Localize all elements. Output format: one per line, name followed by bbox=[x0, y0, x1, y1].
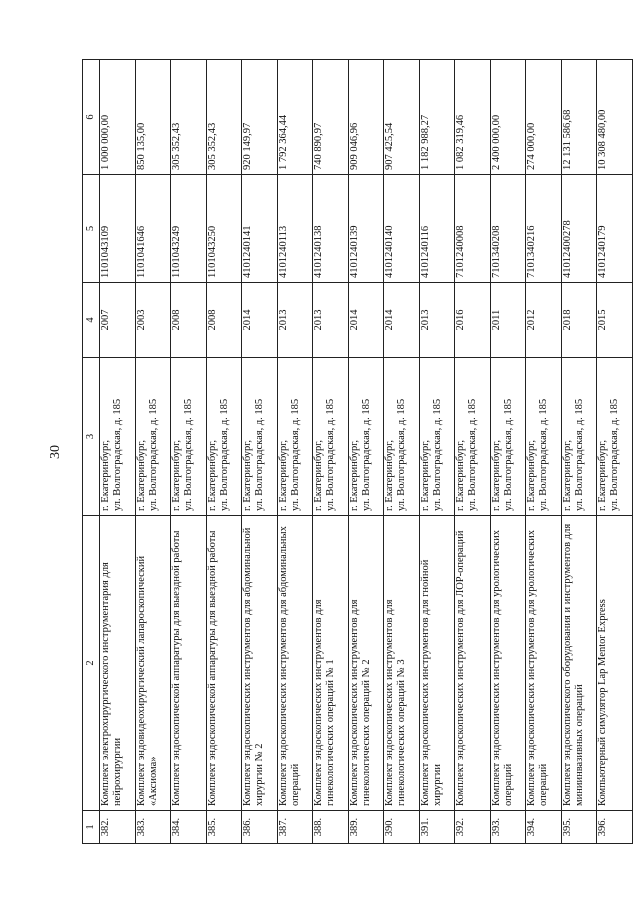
table-row bbox=[277, 60, 313, 844]
address-street: ул. Волгоградская, д. 185 bbox=[396, 398, 407, 511]
table-body bbox=[100, 60, 633, 844]
item-year: 2013 bbox=[277, 283, 313, 358]
address-city: г. Екатеринбург, bbox=[526, 439, 537, 511]
item-name: Комплект эндоскопических инструментов для урологических операций bbox=[490, 516, 526, 811]
rotated-table-area bbox=[82, 60, 620, 844]
inventory-number: 4101240138 bbox=[313, 175, 349, 283]
address-street: ул. Волгоградская, д. 185 bbox=[360, 398, 372, 511]
inventory-number: 7101340216 bbox=[526, 175, 562, 283]
inventory-number: 7101340208 bbox=[490, 175, 526, 283]
property-table bbox=[82, 59, 633, 844]
row-number: 388. bbox=[313, 811, 349, 844]
item-year: 2014 bbox=[348, 283, 384, 358]
table-row bbox=[490, 60, 526, 844]
row-number: 383. bbox=[135, 811, 171, 844]
item-address bbox=[313, 358, 349, 516]
item-name: Комплект эндоскопических инструментов для гнойной хирургии bbox=[419, 516, 455, 811]
item-year: 2008 bbox=[171, 283, 207, 358]
rotated-table-container bbox=[82, 60, 620, 844]
item-year: 2014 bbox=[242, 283, 278, 358]
item-year: 2012 bbox=[526, 283, 562, 358]
book-value: 12 131 586,68 bbox=[561, 60, 597, 175]
book-value: 1 182 988,27 bbox=[419, 60, 455, 175]
inventory-number: 1101043250 bbox=[206, 175, 242, 283]
inventory-number: 4101240141 bbox=[242, 175, 278, 283]
item-name: Комплект эндоскопических инструментов для абдоминальных операций bbox=[277, 516, 313, 811]
inventory-number: 1101041646 bbox=[135, 175, 171, 283]
table-row bbox=[348, 60, 384, 844]
item-address bbox=[100, 358, 136, 516]
book-value: 305 352,43 bbox=[171, 60, 207, 175]
book-value: 740 890,97 bbox=[313, 60, 349, 175]
row-number: 385. bbox=[206, 811, 242, 844]
item-address bbox=[135, 358, 171, 516]
item-address bbox=[206, 358, 242, 516]
address-city: г. Екатеринбург, bbox=[561, 439, 573, 511]
item-address bbox=[384, 358, 420, 516]
row-number: 393. bbox=[490, 811, 526, 844]
address-city: г. Екатеринбург, bbox=[277, 439, 289, 511]
address-city: г. Екатеринбург, bbox=[597, 439, 608, 511]
item-address bbox=[526, 358, 562, 516]
item-year: 2013 bbox=[313, 283, 349, 358]
address-city: г. Екатеринбург, bbox=[242, 439, 253, 511]
page-number: 30 bbox=[48, 445, 63, 459]
table-row bbox=[206, 60, 242, 844]
item-address bbox=[277, 358, 313, 516]
address-street: ул. Волгоградская, д. 185 bbox=[183, 398, 194, 511]
item-address bbox=[597, 358, 633, 516]
book-value: 2 400 000,00 bbox=[490, 60, 526, 175]
item-name: Комплект эндоскопических инструментов для гинекологических операций № 3 bbox=[384, 516, 420, 811]
header-cell-3: 3 bbox=[83, 358, 100, 516]
address-street: ул. Волгоградская, д. 185 bbox=[112, 398, 123, 511]
inventory-number: 41012400278 bbox=[561, 175, 597, 283]
book-value: 1 000 000,00 bbox=[100, 60, 136, 175]
inventory-number: 4101240179 bbox=[597, 175, 633, 283]
address-city: г. Екатеринбург, bbox=[100, 439, 111, 511]
address-city: г. Екатеринбург, bbox=[171, 439, 182, 511]
book-value: 305 352,43 bbox=[206, 60, 242, 175]
item-year: 2011 bbox=[490, 283, 526, 358]
address-city: г. Екатеринбург, bbox=[384, 439, 395, 511]
header-cell-4: 4 bbox=[83, 283, 100, 358]
item-name: Комплект эндовидеохирургический лапароскопический «Аксиома» bbox=[135, 516, 171, 811]
row-number: 382. bbox=[100, 811, 136, 844]
address-street: ул. Волгоградская, д. 185 bbox=[538, 398, 549, 511]
item-address bbox=[419, 358, 455, 516]
address-city: г. Екатеринбург, bbox=[490, 439, 502, 511]
item-name: Компьютерный симулятор Lap Mentor Express bbox=[597, 516, 633, 811]
book-value: 1 792 364,44 bbox=[277, 60, 313, 175]
table-row bbox=[384, 60, 420, 844]
address-street: ул. Волгоградская, д. 185 bbox=[325, 398, 336, 511]
table-row bbox=[135, 60, 171, 844]
address-street: ул. Волгоградская, д. 185 bbox=[147, 398, 159, 511]
book-value: 909 046,96 bbox=[348, 60, 384, 175]
address-city: г. Екатеринбург, bbox=[419, 439, 431, 511]
book-value: 274 000,00 bbox=[526, 60, 562, 175]
item-name: Комплект эндоскопических инструментов для гинекологических операций № 1 bbox=[313, 516, 349, 811]
row-number: 396. bbox=[597, 811, 633, 844]
table-row bbox=[242, 60, 278, 844]
inventory-number: 4101240139 bbox=[348, 175, 384, 283]
address-street: ул. Волгоградская, д. 185 bbox=[573, 398, 585, 511]
row-number: 395. bbox=[561, 811, 597, 844]
item-year: 2014 bbox=[384, 283, 420, 358]
item-year: 2018 bbox=[561, 283, 597, 358]
address-street: ул. Волгоградская, д. 185 bbox=[254, 398, 265, 511]
table-row bbox=[526, 60, 562, 844]
item-address bbox=[171, 358, 207, 516]
item-address bbox=[348, 358, 384, 516]
row-number: 390. bbox=[384, 811, 420, 844]
row-number: 389. bbox=[348, 811, 384, 844]
row-number: 386. bbox=[242, 811, 278, 844]
address-city: г. Екатеринбург, bbox=[313, 439, 324, 511]
address-city: г. Екатеринбург, bbox=[206, 439, 218, 511]
header-row bbox=[83, 60, 100, 844]
item-name: Комплект эндоскопических инструментов для абдоминальной хирургии № 2 bbox=[242, 516, 278, 811]
book-value: 1 082 319,46 bbox=[455, 60, 491, 175]
book-value: 10 308 480,00 bbox=[597, 60, 633, 175]
header-cell-2: 2 bbox=[83, 516, 100, 811]
table-row bbox=[419, 60, 455, 844]
item-year: 2007 bbox=[100, 283, 136, 358]
book-value: 920 149,97 bbox=[242, 60, 278, 175]
address-city: г. Екатеринбург, bbox=[135, 439, 147, 511]
address-street: ул. Волгоградская, д. 185 bbox=[289, 398, 301, 511]
address-city: г. Екатеринбург, bbox=[455, 439, 466, 511]
address-street: ул. Волгоградская, д. 185 bbox=[467, 398, 478, 511]
table-row bbox=[597, 60, 633, 844]
item-name: Комплект эндоскопической аппаратуры для выездной работы bbox=[171, 516, 207, 811]
table-row bbox=[455, 60, 491, 844]
header-cell-5: 5 bbox=[83, 175, 100, 283]
inventory-number: 4101240116 bbox=[419, 175, 455, 283]
address-street: ул. Волгоградская, д. 185 bbox=[431, 398, 443, 511]
inventory-number: 1101043109 bbox=[100, 175, 136, 283]
header-cell-1: 1 bbox=[83, 811, 100, 844]
address-city: г. Екатеринбург, bbox=[348, 439, 360, 511]
item-year: 2003 bbox=[135, 283, 171, 358]
address-street: ул. Волгоградская, д. 185 bbox=[218, 398, 230, 511]
table-row bbox=[171, 60, 207, 844]
row-number: 387. bbox=[277, 811, 313, 844]
item-year: 2016 bbox=[455, 283, 491, 358]
inventory-number: 1101043249 bbox=[171, 175, 207, 283]
row-number: 392. bbox=[455, 811, 491, 844]
inventory-number: 7101240008 bbox=[455, 175, 491, 283]
table-row bbox=[313, 60, 349, 844]
item-name: Комплект эндоскопического оборудования и инструментов для миниинвазивных операций bbox=[561, 516, 597, 811]
item-address bbox=[490, 358, 526, 516]
row-number: 391. bbox=[419, 811, 455, 844]
address-street: ул. Волгоградская, д. 185 bbox=[502, 398, 514, 511]
header-cell-6: 6 bbox=[83, 60, 100, 175]
address-street: ул. Волгоградская, д. 185 bbox=[609, 398, 620, 511]
row-number: 384. bbox=[171, 811, 207, 844]
row-number: 394. bbox=[526, 811, 562, 844]
table-row bbox=[561, 60, 597, 844]
item-year: 2013 bbox=[419, 283, 455, 358]
item-address bbox=[242, 358, 278, 516]
item-address bbox=[455, 358, 491, 516]
item-name: Комплект эндоскопических инструментов для ЛОР-операций bbox=[455, 516, 491, 811]
item-name: Комплект эндоскопических инструментов для гинекологических операций № 2 bbox=[348, 516, 384, 811]
item-address bbox=[561, 358, 597, 516]
item-name: Комплект электрохирургического инструментария для нейрохирургии bbox=[100, 516, 136, 811]
book-value: 907 425,54 bbox=[384, 60, 420, 175]
item-year: 2008 bbox=[206, 283, 242, 358]
item-name: Комплект эндоскопических инструментов для урологических операций bbox=[526, 516, 562, 811]
table-row bbox=[100, 60, 136, 844]
book-value: 850 135,00 bbox=[135, 60, 171, 175]
inventory-number: 4101240113 bbox=[277, 175, 313, 283]
item-name: Комплект эндоскопической аппаратуры для выездной работы bbox=[206, 516, 242, 811]
inventory-number: 4101240140 bbox=[384, 175, 420, 283]
item-year: 2015 bbox=[597, 283, 633, 358]
